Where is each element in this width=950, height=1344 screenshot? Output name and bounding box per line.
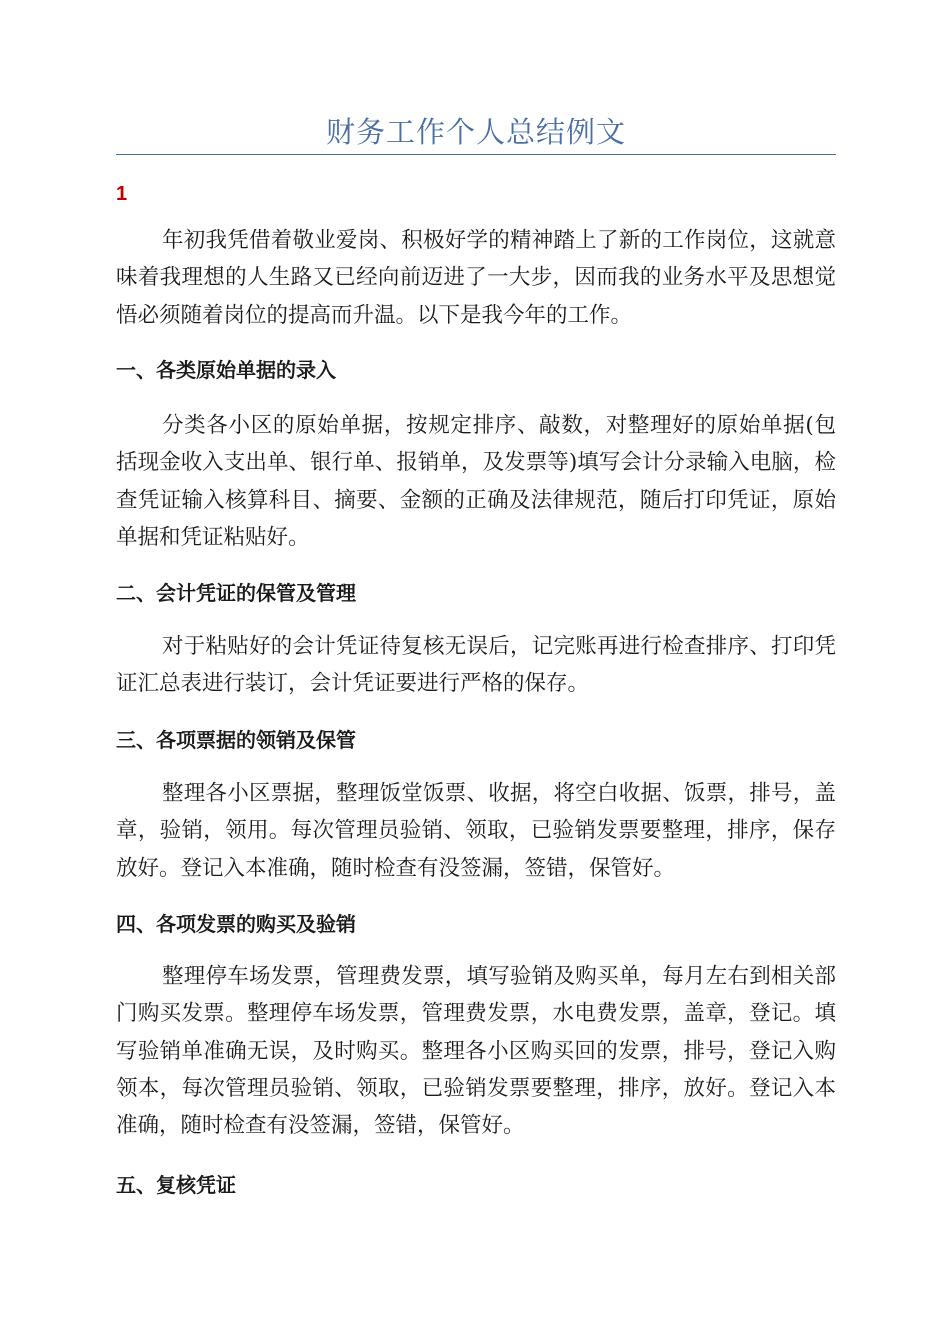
intro-paragraph: 年初我凭借着敬业爱岗、积极好学的精神踏上了新的工作岗位，这就意味着我理想的人生路又已经向前迈进了一大步，因而我的业务水平及思想觉悟必须随着岗位的提高而升温。以下是我今年的工作。 bbox=[116, 228, 836, 328]
section-number: 1 bbox=[116, 183, 128, 205]
title-underline bbox=[116, 154, 836, 155]
section-body-1: 分类各小区的原始单据，按规定排序、敲数，对整理好的原始单据(包括现金收入支出单、银行单、报销单，及发票等)填写会计分录输入电脑，检查凭证输入核算科目、摘要、金额的正确及法律规范，随后打印凭证，原始单据和凭证粘贴好。 bbox=[116, 413, 836, 550]
section-heading-1: 一、各类原始单据的录入 bbox=[116, 358, 336, 382]
section-heading-2: 二、会计凭证的保管及管理 bbox=[116, 581, 356, 605]
section-heading-5: 五、复核凭证 bbox=[116, 1173, 236, 1197]
document-title: 财务工作个人总结例文 bbox=[325, 115, 626, 149]
section-heading-3: 三、各项票据的领销及保管 bbox=[116, 728, 356, 752]
section-heading-4: 四、各项发票的购买及验销 bbox=[116, 912, 356, 936]
section-body-3: 整理各小区票据，整理饭堂饭票、收据，将空白收据、饭票，排号，盖章，验销，领用。每次管理员验销、领取，已验销发票要整理，排序，保存放好。登记入本准确，随时检查有没签漏，签错，保管好。 bbox=[116, 781, 836, 881]
section-body-4: 整理停车场发票，管理费发票，填写验销及购买单，每月左右到相关部门购买发票。整理停车场发票，管理费发票，水电费发票，盖章，登记。填写验销单准确无误，及时购买。整理各小区购买回的发票，排号，登记入购领本，每次管理员验销、领取，已验销发票要整理，排序，放好。登记入本准确，随时检查有没签漏，签错，保管好。 bbox=[116, 964, 836, 1139]
section-body-2: 对于粘贴好的会计凭证待复核无误后，记完账再进行检查排序、打印凭证汇总表进行装订，会计凭证要进行严格的保存。 bbox=[116, 634, 836, 697]
